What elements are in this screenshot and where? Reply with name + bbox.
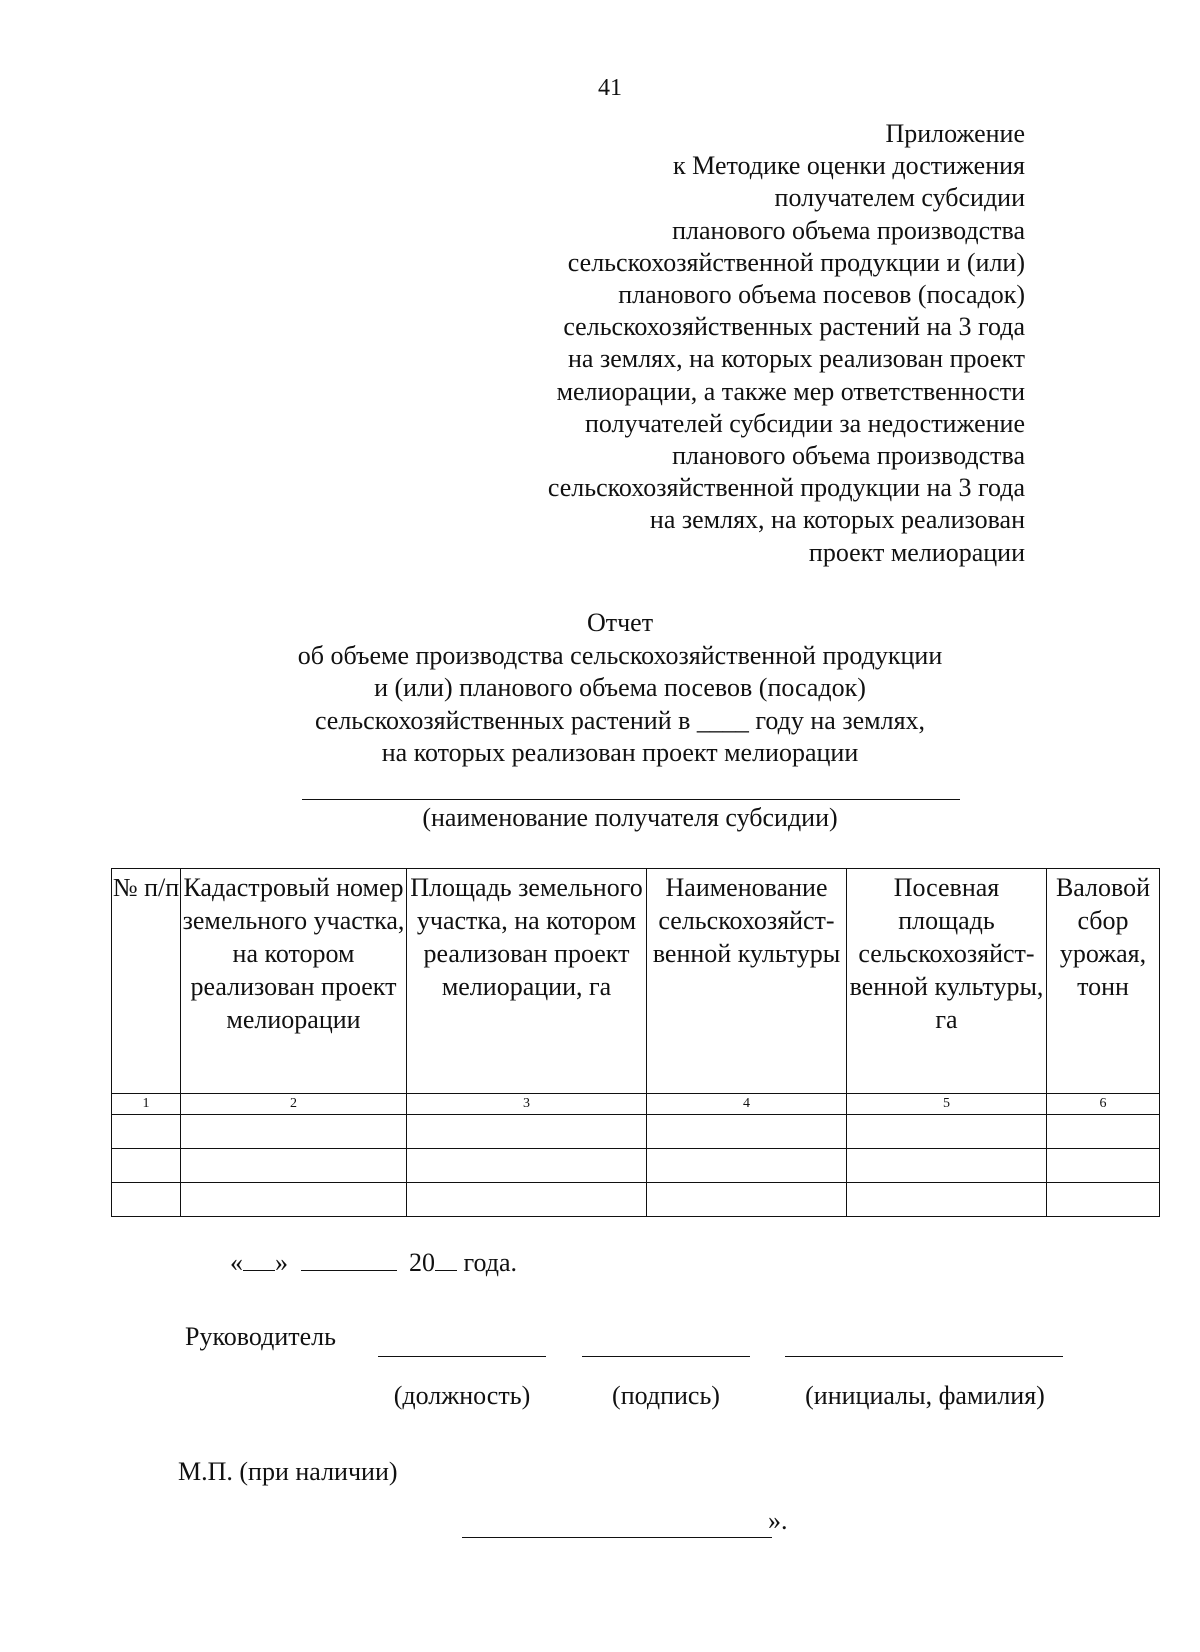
year-suffix: года. — [463, 1248, 518, 1277]
report-subtitle-line: на которых реализован проект мелиорации — [381, 738, 859, 767]
month-blank — [301, 1246, 397, 1271]
table-cell[interactable] — [181, 1183, 407, 1217]
report-subtitle-line: и (или) планового объема посевов (посадок) — [374, 673, 866, 702]
signature-caption: (подпись) — [612, 1381, 720, 1410]
table-cell[interactable] — [847, 1115, 1047, 1149]
year-blank — [435, 1246, 457, 1271]
day-blank — [243, 1246, 275, 1271]
date-close-quote: » — [275, 1248, 288, 1277]
table-header-row — [112, 869, 1160, 1094]
table-cell[interactable] — [1047, 1115, 1160, 1149]
name-line — [785, 1356, 1063, 1357]
table-cell[interactable] — [647, 1115, 847, 1149]
table-cell[interactable] — [647, 1183, 847, 1217]
report-year-blank: ____ — [696, 705, 749, 735]
position-line — [378, 1356, 546, 1357]
stamp-label: М.П. (при наличии) — [178, 1457, 398, 1486]
recipient-name-line — [302, 799, 960, 800]
column-header: Площадь земельного участка, на котором реализован проект мелиорации, га — [407, 869, 647, 1094]
appendix-line: получателей субсидии за недостижение — [584, 408, 1025, 438]
appendix-line: Приложение — [885, 119, 1025, 148]
report-subtitle-line — [240, 705, 1000, 738]
column-number: 6 — [1047, 1094, 1160, 1115]
report-year-text-after: году на землях, — [748, 705, 926, 735]
column-number: 1 — [112, 1094, 181, 1115]
table-cell[interactable] — [112, 1115, 181, 1149]
table-cell[interactable] — [181, 1149, 407, 1183]
table-cell[interactable] — [407, 1115, 647, 1149]
appendix-header — [548, 118, 1025, 569]
appendix-line: получателем субсидии — [774, 183, 1025, 213]
date-line — [230, 1246, 517, 1278]
report-title-block — [240, 607, 1000, 770]
signature-line — [582, 1356, 750, 1357]
recipient-caption: (наименование получателя субсидии) — [422, 803, 838, 832]
column-header: Посевная площадь сельскохозяйст-венной культуры, га — [847, 869, 1047, 1094]
table-cell[interactable] — [1047, 1149, 1160, 1183]
appendix-line: планового объема производства — [672, 215, 1025, 245]
table-cell[interactable] — [407, 1183, 647, 1217]
report-table — [111, 868, 1160, 1217]
table-cell[interactable] — [407, 1149, 647, 1183]
page-number: 41 — [598, 75, 622, 101]
appendix-line: сельскохозяйственной продукции на 3 года — [547, 473, 1025, 503]
table-cell[interactable] — [647, 1149, 847, 1183]
table-row — [112, 1183, 1160, 1217]
name-caption: (инициалы, фамилия) — [805, 1381, 1045, 1410]
appendix-line: сельскохозяйственной продукции и (или) — [567, 247, 1025, 277]
table-row — [112, 1115, 1160, 1149]
position-caption: (должность) — [393, 1381, 531, 1410]
column-number: 3 — [407, 1094, 647, 1115]
date-open-quote: « — [230, 1248, 243, 1277]
table-cell[interactable] — [181, 1115, 407, 1149]
closing-line — [462, 1537, 772, 1538]
column-header: Кадастровый номер земельного участка, на котором реализован проект мелиорации — [181, 869, 407, 1094]
appendix-line: на землях, на которых реализован — [649, 505, 1025, 535]
table-cell[interactable] — [112, 1183, 181, 1217]
table-cell[interactable] — [112, 1149, 181, 1183]
report-title: Отчет — [586, 608, 654, 637]
appendix-line: к Методике оценки достижения — [673, 151, 1025, 181]
table-cell[interactable] — [1047, 1183, 1160, 1217]
column-number: 4 — [647, 1094, 847, 1115]
column-header: Наименование сельскохозяйст-венной культуры — [647, 869, 847, 1094]
appendix-line: проект мелиорации — [808, 537, 1025, 567]
table-cell[interactable] — [847, 1149, 1047, 1183]
closing-mark: ». — [768, 1506, 788, 1535]
head-label: Руководитель — [185, 1322, 336, 1351]
column-number: 2 — [181, 1094, 407, 1115]
report-subtitle-line: об объеме производства сельскохозяйственной продукции — [297, 640, 943, 670]
appendix-line: на землях, на которых реализован проект — [567, 344, 1025, 374]
column-number: 5 — [847, 1094, 1047, 1115]
report-year-text-before: сельскохозяйственных растений в — [314, 705, 697, 735]
column-header: № п/п — [112, 869, 181, 1094]
column-number-row — [112, 1094, 1160, 1115]
appendix-line: планового объема посевов (посадок) — [618, 280, 1025, 310]
appendix-line: сельскохозяйственных растений на 3 года — [563, 312, 1025, 342]
appendix-line: мелиорации, а также мер ответственности — [556, 376, 1025, 406]
table-cell[interactable] — [847, 1183, 1047, 1217]
appendix-line: планового объема производства — [672, 441, 1025, 471]
column-header: Валовой сбор урожая, тонн — [1047, 869, 1160, 1094]
year-prefix: 20 — [409, 1248, 435, 1277]
table-row — [112, 1149, 1160, 1183]
